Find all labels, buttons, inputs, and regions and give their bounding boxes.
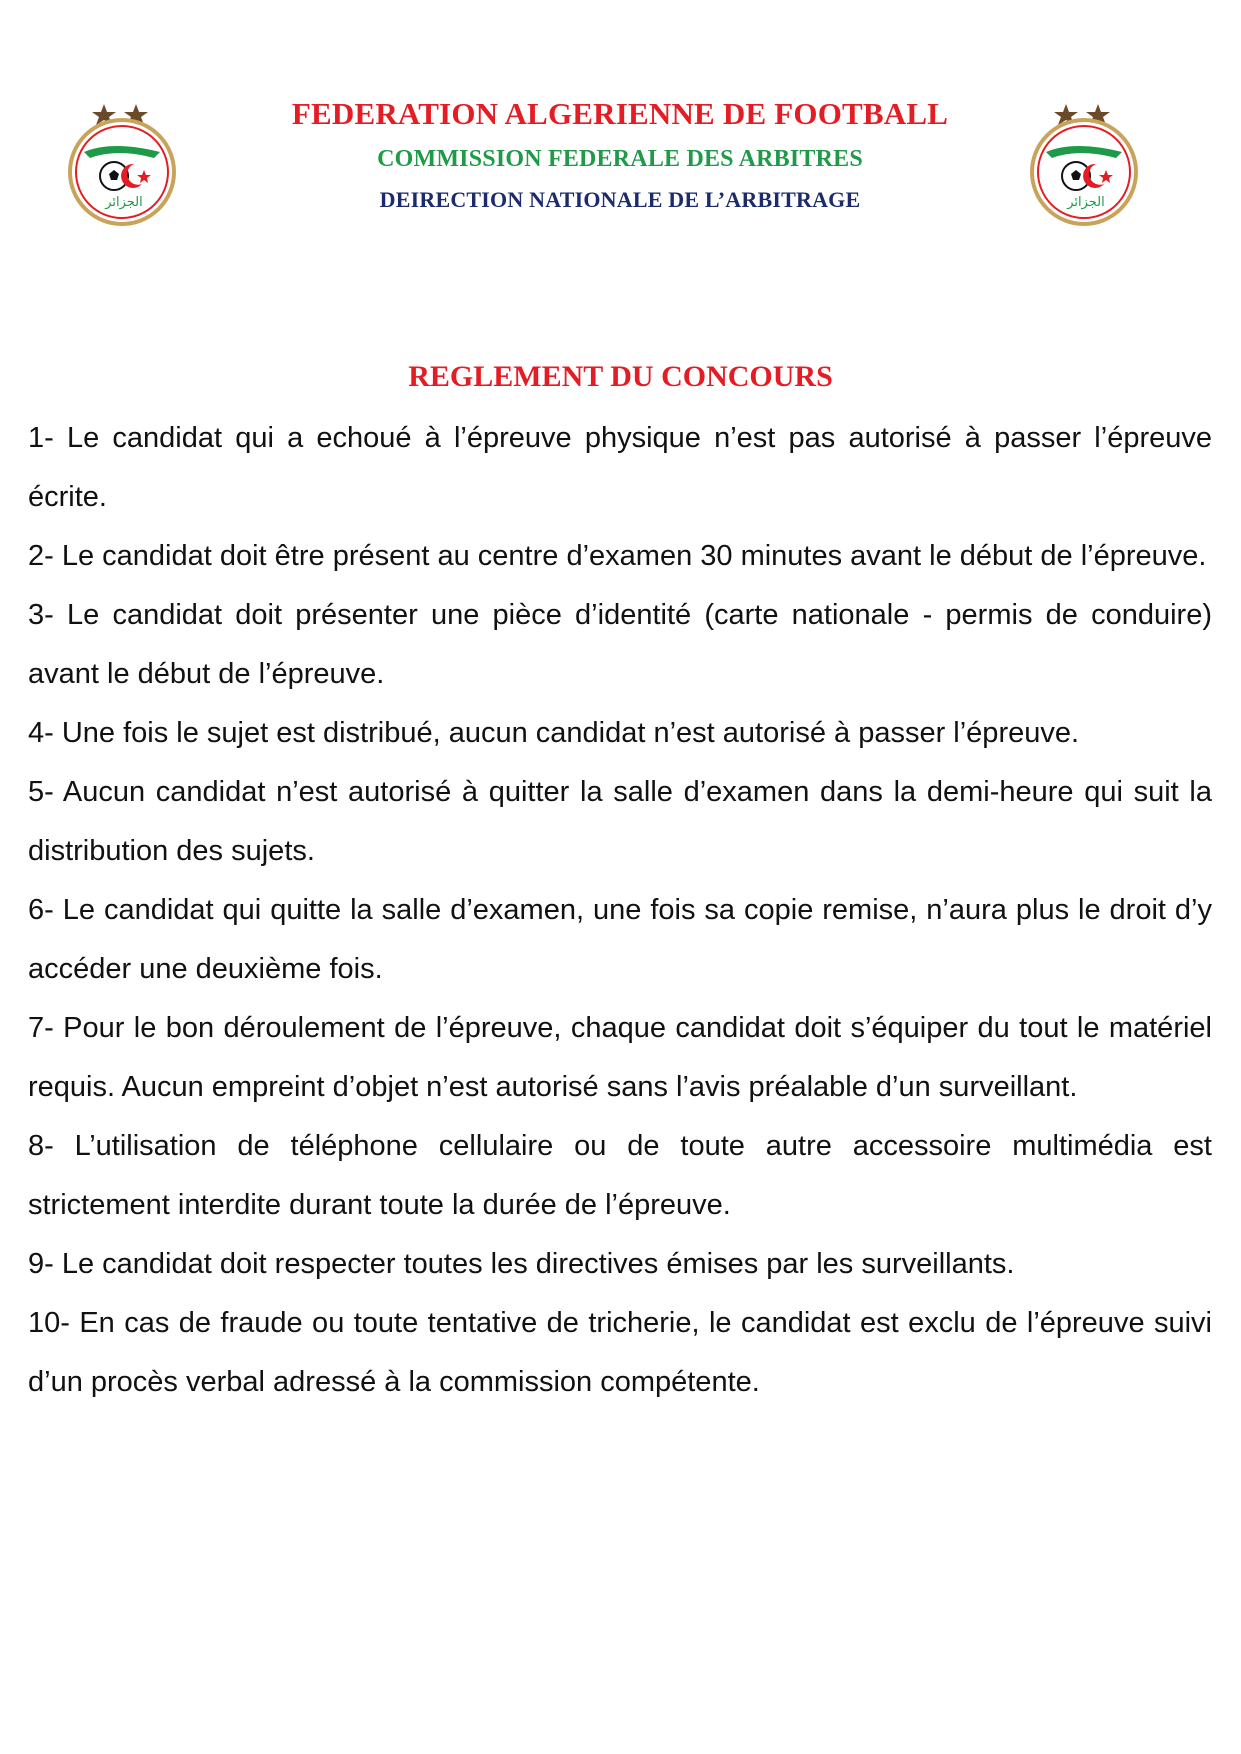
commission-name: COMMISSION FEDERALE DES ARBITRES (377, 146, 863, 172)
faf-emblem-icon (62, 100, 192, 230)
rule-item: 10- En cas de fraude ou toute tentative de tricherie, le candidat est exclu de l’épreuve suivi d’un procès verbal adressé à la commission compétente. (28, 1307, 1212, 1398)
rule-item: 2- Le candidat doit être présent au centre d’examen 30 minutes avant le début de l’épreuve. (28, 540, 1207, 572)
svg-text:الجزائر: الجزائر (1067, 195, 1105, 210)
rule-item: 8- L’utilisation de téléphone cellulaire ou de toute autre accessoire multimédia est strictement interdite durant toute la durée de l’épreuve. (28, 1130, 1212, 1221)
svg-text:الجزائر: الجزائر (105, 195, 143, 210)
letterhead (180, 96, 1060, 213)
rule-item: 5- Aucun candidat n’est autorisé à quitter la salle d’examen dans la demi-heure qui suit la distribution des sujets. (28, 776, 1212, 867)
rule-item: 3- Le candidat doit présenter une pièce d’identité (carte nationale - permis de conduire) avant le début de l’épreuve. (28, 599, 1212, 690)
direction-name: DEIRECTION NATIONALE DE L’ARBITRAGE (379, 187, 861, 212)
rules-list (28, 409, 1212, 1412)
rule-item: 7- Pour le bon déroulement de l’épreuve, chaque candidat doit s’équiper du tout le matériel requis. Aucun empreint d’objet n’est autorisé sans l’avis préalable d’un surveillant. (28, 1012, 1212, 1103)
rule-item: 6- Le candidat qui quitte la salle d’examen, une fois sa copie remise, n’aura plus le droit d’y accéder une deuxième fois. (28, 894, 1212, 985)
page-title: REGLEMENT DU CONCOURS (408, 360, 833, 393)
rule-item: 1- Le candidat qui a echoué à l’épreuve physique n’est pas autorisé à passer l’épreuve écrite. (28, 422, 1212, 513)
federation-name: FEDERATION ALGERIENNE DE FOOTBALL (291, 96, 949, 131)
rule-item: 9- Le candidat doit respecter toutes les directives émises par les surveillants. (28, 1248, 1015, 1280)
rule-item: 4- Une fois le sujet est distribué, aucun candidat n’est autorisé à passer l’épreuve. (28, 717, 1080, 749)
